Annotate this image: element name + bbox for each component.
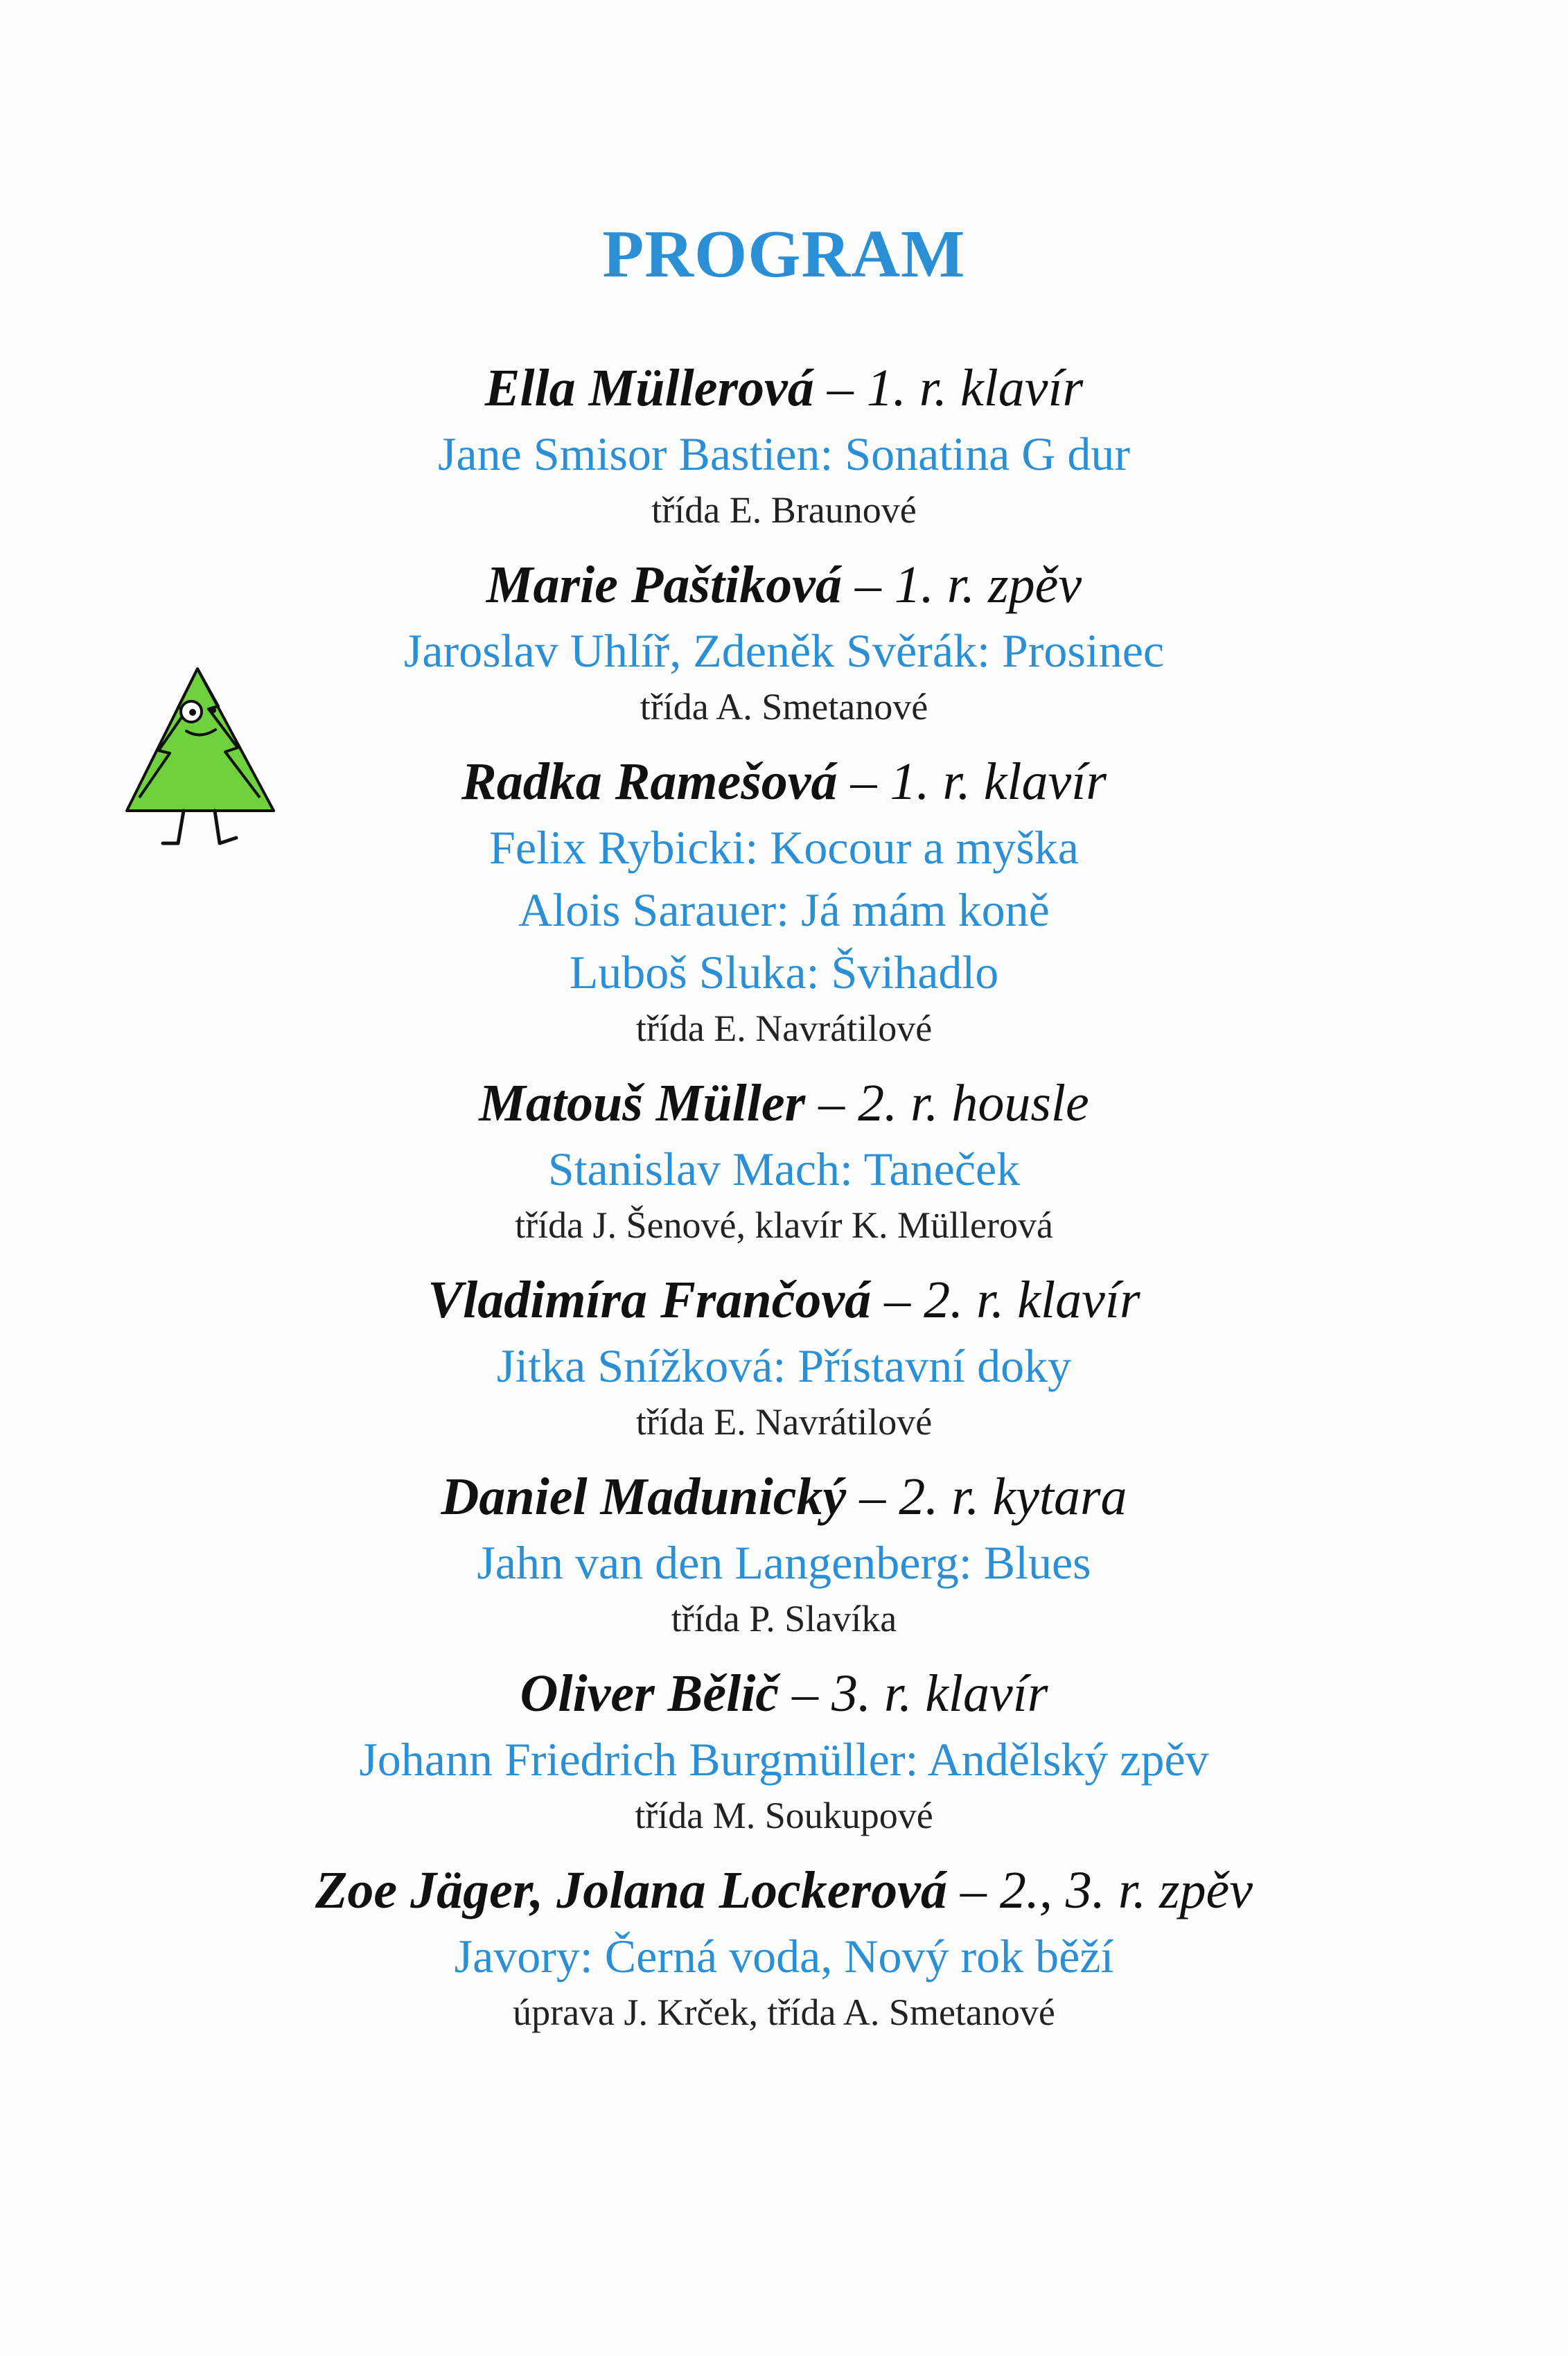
- teacher-class: úprava J. Krček, třída A. Smetanové: [513, 1992, 1055, 2033]
- program-entry: [0, 1265, 1568, 1447]
- performer-line: [0, 1069, 1568, 1138]
- piece-title: Felix Rybicki: Kocour a myška: [489, 821, 1079, 874]
- teacher-class: třída J. Šenové, klavír K. Müllerová: [515, 1204, 1053, 1246]
- performer-line: [0, 1265, 1568, 1335]
- performer-name: Daniel Madunický: [441, 1468, 847, 1526]
- performer-line: [0, 1462, 1568, 1531]
- performer-name: Marie Paštiková: [486, 556, 842, 614]
- teacher-class: třída E. Navrátilové: [635, 1008, 933, 1049]
- performer-line: [0, 353, 1568, 423]
- performer-details: 3. r. klavír: [831, 1664, 1048, 1723]
- performer-line: [0, 550, 1568, 619]
- performer-line: [0, 1856, 1568, 1925]
- performer-name: Radka Ramešová: [461, 753, 838, 811]
- performer-name: Matouš Müller: [479, 1074, 806, 1132]
- page-title: PROGRAM: [602, 217, 966, 292]
- piece-title: Javory: Černá voda, Nový rok běží: [454, 1930, 1114, 1983]
- performer-name: Zoe Jäger, Jolana Lockerová: [315, 1861, 947, 1919]
- program-entry: [0, 1069, 1568, 1250]
- piece-title: Jane Smisor Bastien: Sonatina G dur: [437, 428, 1131, 480]
- performer-line: [0, 1659, 1568, 1728]
- performer-details: 1. r. zpěv: [894, 556, 1082, 614]
- program-entry: [0, 1462, 1568, 1644]
- program-entry: [0, 1856, 1568, 2037]
- piece-title: Alois Sarauer: Já mám koně: [518, 884, 1050, 936]
- performer-details: 2. r. kytara: [899, 1468, 1127, 1526]
- piece-title: Stanislav Mach: Taneček: [547, 1143, 1021, 1195]
- performer-name: Oliver Bělič: [520, 1664, 779, 1723]
- teacher-class: třída E. Braunové: [651, 489, 917, 531]
- separator: –: [779, 1664, 832, 1723]
- performer-details: 1. r. klavír: [890, 753, 1107, 811]
- teacher-class: třída E. Navrátilové: [635, 1401, 933, 1443]
- piece-title: Jahn van den Langenberg: Blues: [477, 1536, 1091, 1589]
- separator: –: [805, 1074, 858, 1132]
- teacher-class: třída P. Slavíka: [671, 1598, 897, 1639]
- piece-title: Luboš Sluka: Švihadlo: [569, 946, 999, 999]
- separator: –: [841, 556, 895, 614]
- piece-title: Jitka Snížková: Přístavní doky: [496, 1339, 1072, 1392]
- piece-title: Johann Friedrich Burgmüller: Andělský zpěv: [359, 1733, 1209, 1786]
- program-entry: [0, 353, 1568, 535]
- program-entry: [0, 1659, 1568, 1840]
- teacher-class: třída A. Smetanové: [640, 686, 928, 728]
- separator: –: [871, 1271, 924, 1329]
- separator: –: [837, 753, 890, 811]
- teacher-class: třída M. Soukupové: [635, 1795, 933, 1836]
- performer-name: Vladimíra Frančová: [428, 1271, 872, 1329]
- program-list: [0, 353, 1568, 2052]
- performer-details: 2. r. housle: [858, 1074, 1089, 1132]
- performer-line: [0, 747, 1568, 816]
- separator: –: [946, 1861, 1000, 1919]
- performer-details: 2., 3. r. zpěv: [999, 1861, 1253, 1919]
- program-entry: [0, 747, 1568, 1053]
- separator: –: [813, 359, 867, 417]
- performer-name: Ella Müllerová: [484, 359, 814, 417]
- piece-title: Jaroslav Uhlíř, Zdeněk Svěrák: Prosinec: [403, 624, 1165, 677]
- program-entry: [0, 550, 1568, 732]
- performer-details: 2. r. klavír: [924, 1271, 1140, 1329]
- performer-details: 1. r. klavír: [866, 359, 1084, 417]
- separator: –: [846, 1468, 899, 1526]
